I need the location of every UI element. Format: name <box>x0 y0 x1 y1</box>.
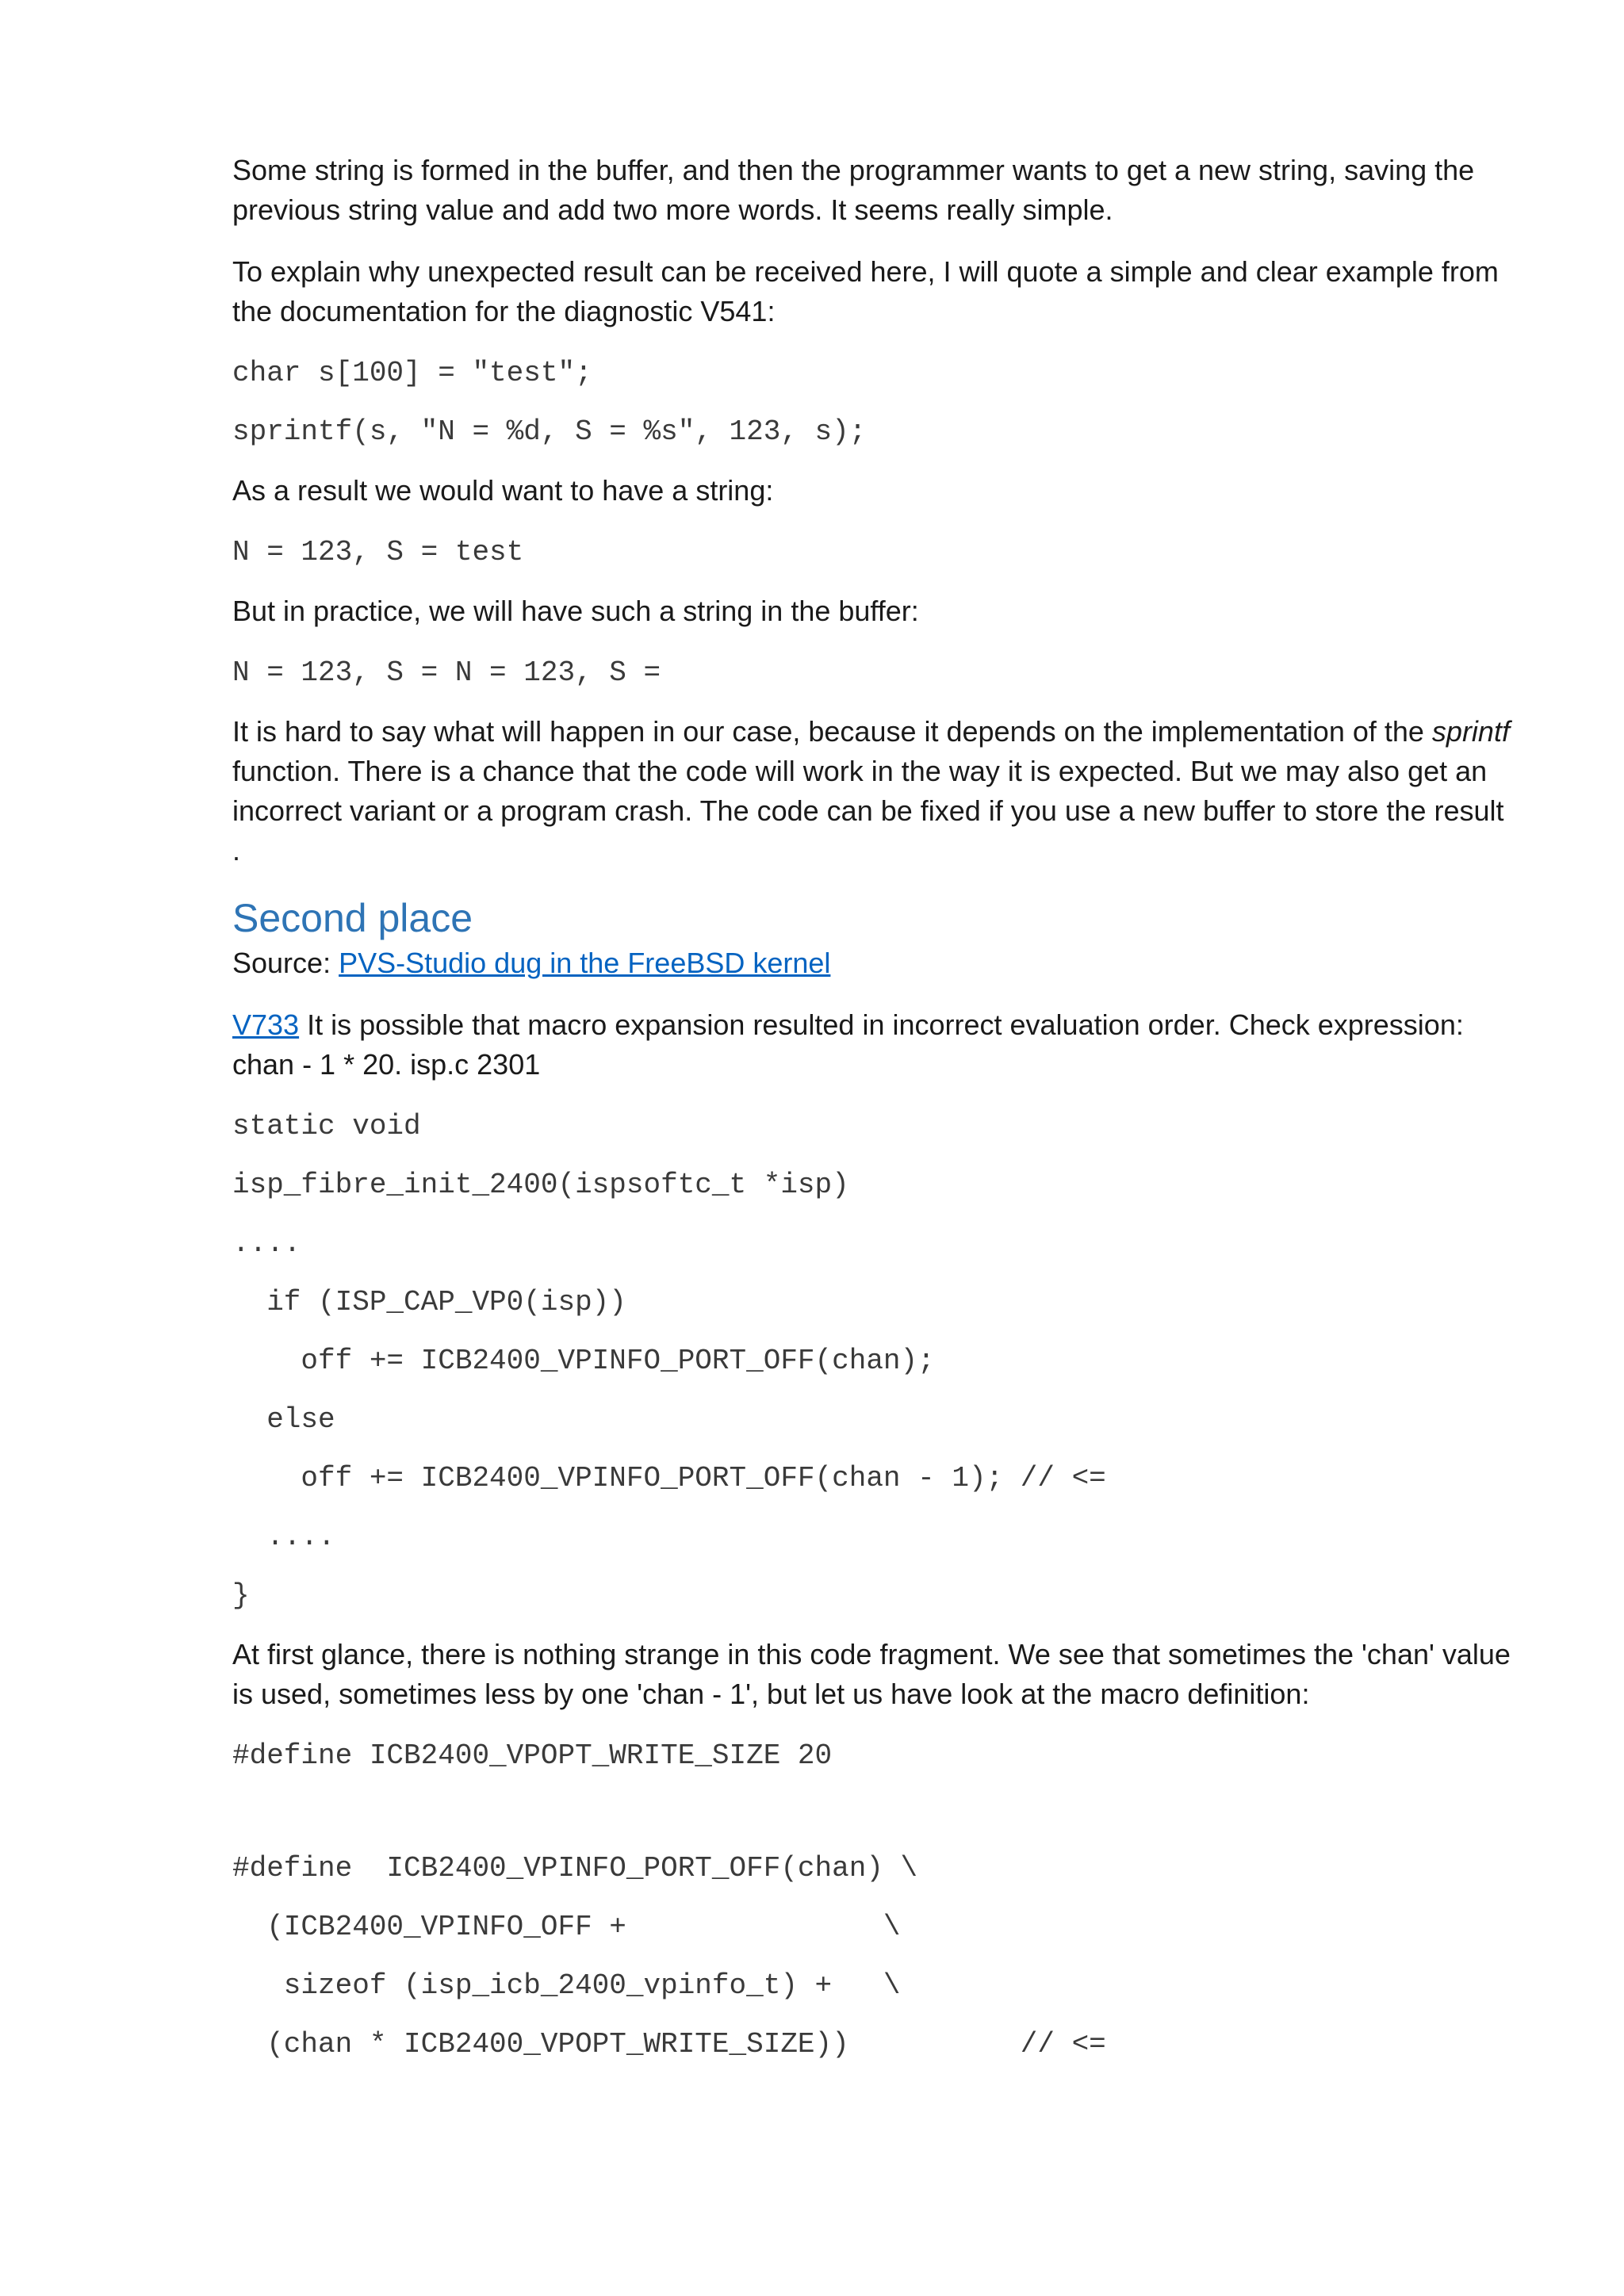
define-line: (ICB2400_VPINFO_OFF + \ <box>232 1911 901 1943</box>
code-line-expected: N = 123, S = test <box>232 536 524 568</box>
diagnostic-message: It is possible that macro expansion resulted in incorrect evaluation order. Check expression: chan - 1 * 20. isp.c 2301 <box>232 1008 1464 1081</box>
code-line: off += ICB2400_VPINFO_PORT_OFF(chan - 1); // <= <box>232 1462 1106 1494</box>
code-line-char: char s[100] = "test"; <box>232 357 592 389</box>
document-page <box>232 151 1517 2084</box>
code-line: static void <box>232 1110 421 1142</box>
paragraph-conclusion <box>232 712 1517 871</box>
define-line: (chan * ICB2400_VPOPT_WRITE_SIZE)) // <= <box>232 2028 1106 2061</box>
code-line-sprintf: sprintf(s, "N = %d, S = %s", 123, s); <box>232 415 867 448</box>
source-line <box>232 943 1517 983</box>
paragraph-macro-intro: At first glance, there is nothing strange in this code fragment. We see that sometimes the 'chan' value is used, sometimes less by one 'chan - 1', but let us have look at the macro definition: <box>232 1638 1511 1710</box>
sprintf-emphasis: sprintf <box>1431 715 1510 748</box>
code-line: .... <box>232 1227 301 1260</box>
code-line: isp_fibre_init_2400(ispsoftc_t *isp) <box>232 1169 849 1201</box>
code-line-actual: N = 123, S = N = 123, S = <box>232 656 661 689</box>
define-line: sizeof (isp_icb_2400_vpinfo_t) + \ <box>232 1969 901 2002</box>
section-heading: Second place <box>232 896 473 940</box>
code-line: } <box>232 1579 250 1612</box>
code-line: off += ICB2400_VPINFO_PORT_OFF(chan); <box>232 1345 935 1377</box>
source-label: Source: <box>232 947 339 979</box>
code-line: .... <box>232 1521 335 1553</box>
paragraph-explain: To explain why unexpected result can be received here, I will quote a simple and clear example from the documentation for the diagnostic V541: <box>232 255 1499 327</box>
paragraph-practice: But in practice, we will have such a string in the buffer: <box>232 595 919 627</box>
define-line: #define ICB2400_VPINFO_PORT_OFF(chan) \ <box>232 1852 918 1885</box>
paragraph-intro: Some string is formed in the buffer, and then the programmer wants to get a new string, saving the previous string value and add two more words. It seems really simple. <box>232 154 1475 226</box>
conclusion-text-end: function. There is a chance that the code will work in the way it is expected. But we may also get an incorrect variant or a program crash. The code can be fixed if you use a new buffer to store the result . <box>232 755 1504 867</box>
conclusion-text-start: It is hard to say what will happen in our case, because it depends on the implementation of the <box>232 715 1432 748</box>
code-line: if (ISP_CAP_VP0(isp)) <box>232 1286 626 1318</box>
source-article-link[interactable]: PVS-Studio dug in the FreeBSD kernel <box>339 947 831 979</box>
paragraph-expected: As a result we would want to have a string: <box>232 474 774 507</box>
define-line-write-size: #define ICB2400_VPOPT_WRITE_SIZE 20 <box>232 1739 833 1772</box>
diagnostic-v733-link[interactable]: V733 <box>232 1008 300 1041</box>
diagnostic-line <box>232 1005 1517 1085</box>
code-line: else <box>232 1403 335 1436</box>
